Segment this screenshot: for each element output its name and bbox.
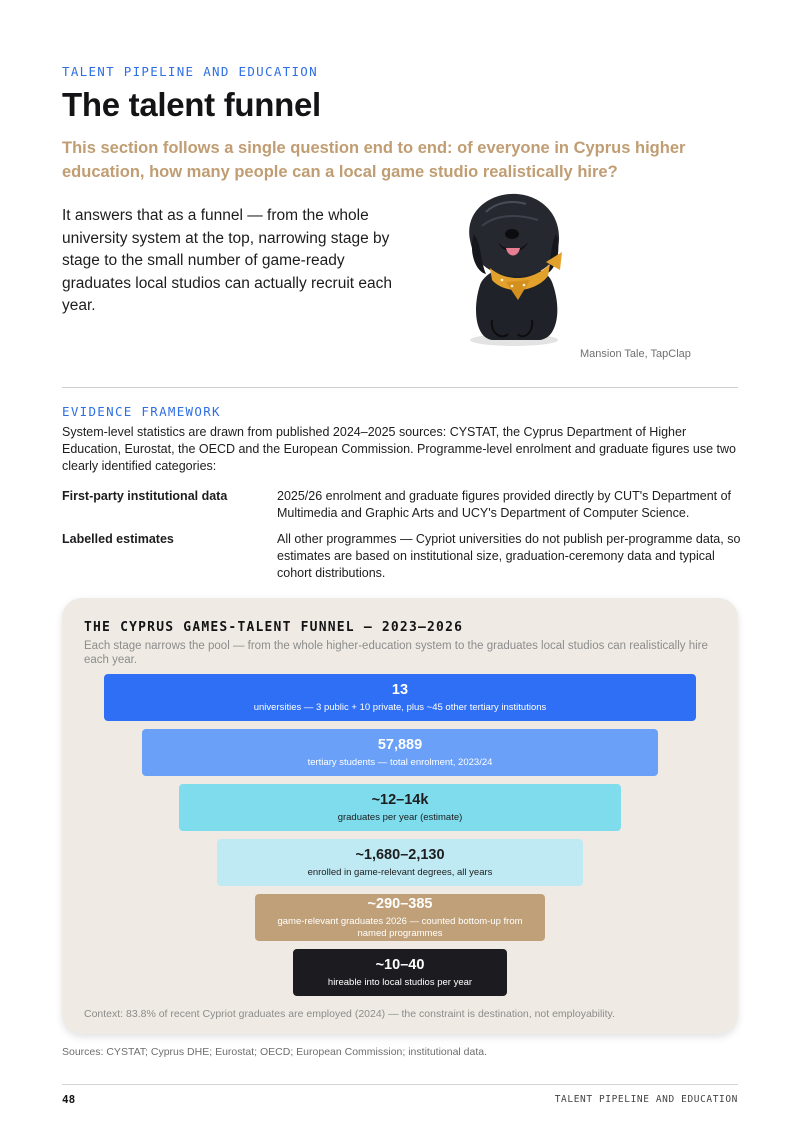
image-caption: Mansion Tale, TapClap bbox=[580, 348, 691, 360]
evidence-body: System-level statistics are drawn from published 2024–2025 sources: CYSTAT, the Cyprus Department of Higher Education, Eurostat, the OECD and the European Commission. Programme-level enrolment and graduate figures use two clearly identified categories: bbox=[62, 425, 736, 473]
section-kicker: TALENT PIPELINE AND EDUCATION bbox=[62, 64, 318, 79]
stage-label: tertiary students — total enrolment, 2023/24 bbox=[307, 756, 493, 768]
definition-desc-first-party: 2025/26 enrolment and graduate figures provided directly by CUT's Department of Multimedia and Graphic Arts and UCY's Department of Computer Science. bbox=[277, 489, 732, 520]
section-divider bbox=[62, 387, 738, 388]
stage-value: ~10–40 bbox=[375, 956, 425, 973]
funnel-stage-students bbox=[142, 729, 658, 776]
page-title: The talent funnel bbox=[62, 86, 321, 123]
definition-term-first-party: First-party institutional data bbox=[62, 489, 228, 503]
stage-label: universities — 3 public + 10 private, plus ~45 other tertiary institutions bbox=[253, 701, 547, 713]
lede-question: This section follows a single question end to end: of everyone in Cyprus higher education, how many people can a local game studio realistically hire? bbox=[62, 139, 686, 181]
stage-label: graduates per year (estimate) bbox=[337, 811, 463, 823]
funnel-card bbox=[62, 598, 738, 1034]
funnel-subtitle: Each stage narrows the pool — from the whole higher-education system to the graduates local studios can realistically hire each year. bbox=[84, 640, 708, 666]
sources-note: Sources: CYSTAT; Cyprus DHE; Eurostat; OECD; European Commission; institutional data. bbox=[62, 1046, 488, 1058]
funnel-stage-enrolled-game-degrees bbox=[217, 839, 583, 886]
stage-value: ~290–385 bbox=[367, 896, 433, 912]
stage-label: hireable into local studios per year bbox=[327, 976, 473, 988]
funnel-stage-game-graduates bbox=[255, 894, 545, 941]
footer-divider bbox=[62, 1084, 738, 1085]
funnel-stage-hireable bbox=[293, 949, 507, 996]
stage-value: 13 bbox=[391, 681, 409, 698]
dog-mascot-illustration bbox=[462, 190, 567, 350]
stage-value: 57,889 bbox=[377, 736, 423, 753]
stage-value: ~1,680–2,130 bbox=[355, 846, 445, 863]
stage-value: ~12–14k bbox=[371, 791, 429, 808]
stage-label: game-relevant graduates 2026 — counted bottom-up from named programmes bbox=[277, 916, 523, 939]
stage-label: enrolled in game-relevant degrees, all years bbox=[307, 866, 493, 878]
footer-section-label: TALENT PIPELINE AND EDUCATION bbox=[554, 1094, 738, 1105]
definition-desc-estimates: All other programmes — Cypriot universities do not publish per-programme data, so estimates are based on institutional size, graduation-ceremony data and typical cohort distributions. bbox=[277, 532, 741, 580]
funnel-context-note: Context: 83.8% of recent Cypriot graduates are employed (2024) — the constraint is destination, not employability. bbox=[84, 1008, 615, 1020]
funnel-stage-graduates bbox=[179, 784, 621, 831]
intro-paragraph: It answers that as a funnel — from the whole university system at the top, narrowing stage by stage to the small number of game-ready graduates local studios can actually recruit each year. bbox=[62, 207, 392, 314]
definition-term-estimates: Labelled estimates bbox=[62, 532, 174, 546]
page-number: 48 bbox=[62, 1093, 76, 1106]
funnel-stage-universities bbox=[104, 674, 696, 721]
evidence-heading: EVIDENCE FRAMEWORK bbox=[62, 404, 221, 419]
funnel-title: THE CYPRUS GAMES-TALENT FUNNEL — 2023–2026 bbox=[84, 620, 464, 635]
